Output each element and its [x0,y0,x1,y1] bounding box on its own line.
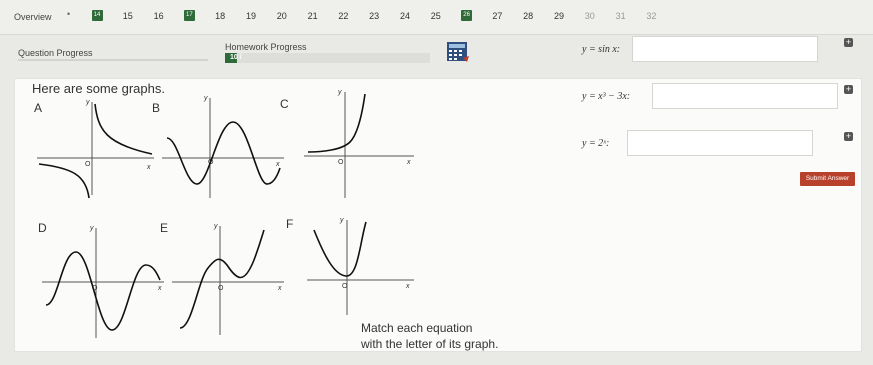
question-navbar [0,0,873,35]
graph-c-x-label: x [407,159,411,166]
instruction-line-1: Match each equation [361,321,473,335]
question-number-28[interactable]: 28 [523,11,534,21]
graph-b [152,95,284,198]
graph-e-origin: O [218,285,224,292]
question-number-16[interactable]: 16 [153,11,164,21]
equation-label-sin: y = sin x: [582,44,621,55]
add-icon[interactable]: + [845,84,852,94]
answer-row-exponential [567,130,857,162]
graph-e-x-label: x [278,285,282,292]
graph-c-letter: C [280,97,289,111]
add-icon[interactable]: + [845,131,852,141]
question-number-21[interactable]: 21 [307,11,318,21]
graph-d [38,221,164,338]
graph-a-letter: A [34,101,43,115]
graph-e-letter: E [160,221,169,235]
question-number-27[interactable]: 27 [492,11,503,21]
equation-label-cubic: y = x³ − 3x: [582,91,631,102]
nav-dot: • [67,9,71,19]
graph-b-x-label: x [276,161,280,168]
graph-d-y-label: y [90,225,94,232]
question-number-20[interactable]: 20 [276,11,287,21]
equation-label-exponential: y = 2ˣ: [582,138,610,149]
question-number-29[interactable]: 29 [553,11,564,21]
graph-e [160,221,284,335]
question-number-31[interactable]: 31 [615,11,626,21]
question-progress-bar [18,59,208,61]
graphs-figure [22,80,542,352]
calculator-icon[interactable] [446,41,470,63]
answer-input-exponential[interactable] [627,130,813,156]
graph-d-letter: D [38,221,47,235]
graph-a-origin: O [85,161,91,168]
graph-a [34,99,154,198]
question-number-15[interactable]: 15 [122,11,133,21]
submit-answer-button[interactable]: Submit Answer [800,172,855,186]
instruction-line-2: with the letter of its graph. [361,337,499,351]
answer-input-cubic[interactable] [652,83,838,109]
question-number-25[interactable]: 25 [430,11,441,21]
homework-progress-label: Homework Progress [225,42,307,52]
progress-area [0,36,560,76]
graph-f-letter: F [286,217,294,231]
graph-c-y-label: y [338,89,342,96]
graphs-intro: Here are some graphs. [32,81,165,96]
question-number-18[interactable]: 18 [215,11,226,21]
question-number-32[interactable]: 32 [646,11,657,21]
answer-input-sin[interactable] [632,36,818,62]
answer-row-cubic [567,83,857,115]
graph-a-y-label: y [86,99,90,106]
graph-f-y-label: y [340,217,344,224]
question-number-23[interactable]: 23 [369,11,380,21]
graph-f-x-label: x [406,283,410,290]
graph-c-origin: O [338,159,344,166]
question-progress-label: Question Progress [18,48,93,58]
homework-progress-value: 10 / [230,54,242,61]
graph-b-origin: O [208,159,214,166]
graph-e-y-label: y [214,223,218,230]
question-number-14[interactable]: 14 [92,10,103,21]
question-number-19[interactable]: 19 [245,11,256,21]
graph-a-x-label: x [147,164,151,171]
overview-link[interactable]: Overview [14,12,52,22]
graph-f-origin: O [342,283,348,290]
question-number-26[interactable]: 26 [461,10,472,21]
graph-d-origin: O [92,285,98,292]
answer-row-sin [567,36,857,68]
question-number-24[interactable]: 24 [399,11,410,21]
graph-b-letter: B [152,101,161,115]
graph-c [280,89,414,198]
graph-f [286,217,414,315]
graph-d-x-label: x [158,285,162,292]
question-number-30[interactable]: 30 [584,11,595,21]
homework-progress-bar [225,53,430,63]
graph-b-y-label: y [204,95,208,102]
question-number-17[interactable]: 17 [184,10,195,21]
question-number-22[interactable]: 22 [338,11,349,21]
add-icon[interactable]: + [845,37,852,47]
